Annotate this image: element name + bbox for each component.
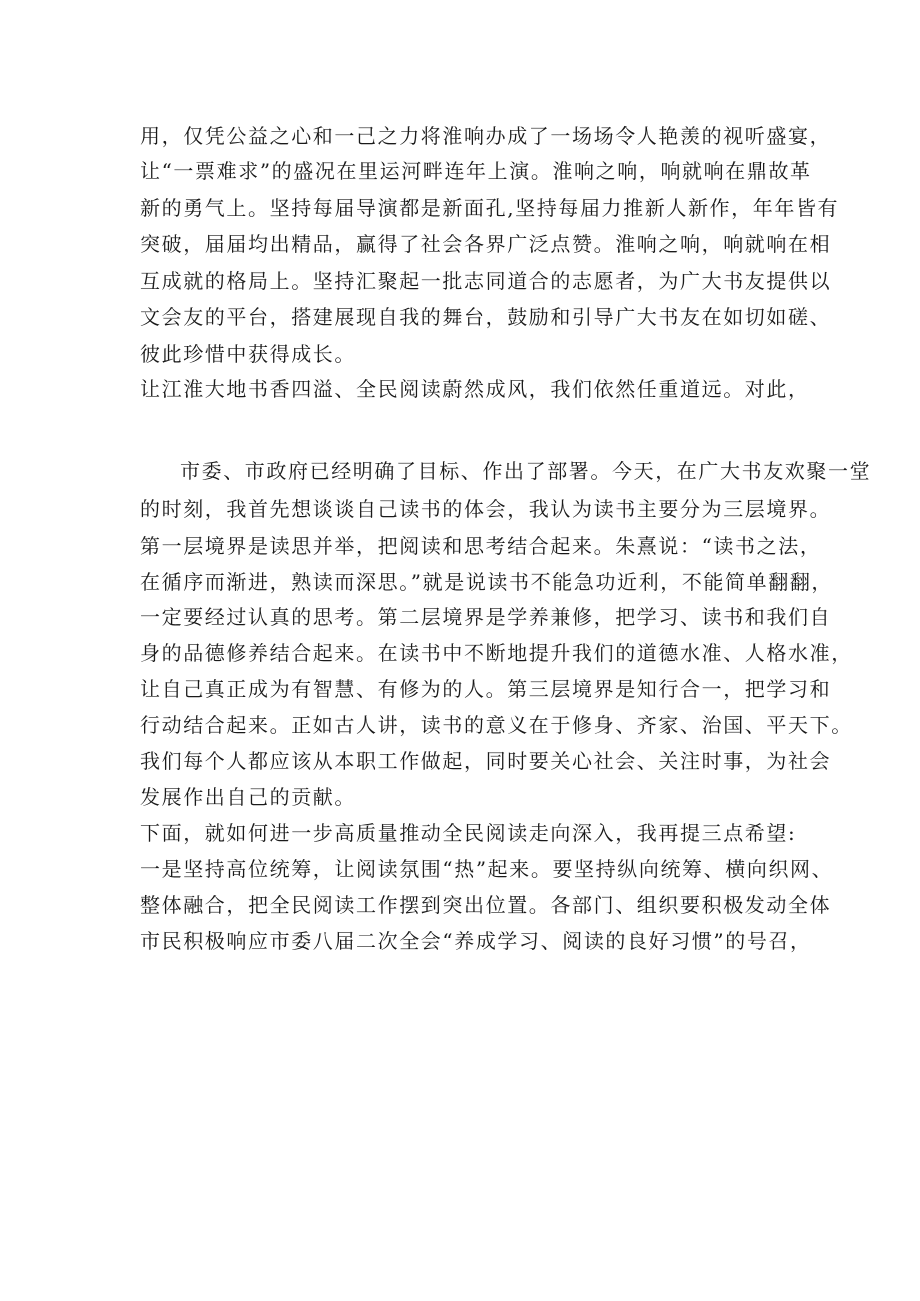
text-line-2: 让“一票难求”的盛况在里运河畔连年上演。淮响之响，响就响在鼎故革 [140,159,812,183]
text-line-12: 在循序而渐进，熟读而深思。”就是说读书不能急功近利，不能简单翻翻， [140,570,834,594]
text-line-16: 行动结合起来。正如古人讲，读书的意义在于修身、齐家、治国、平天下。 [140,713,853,737]
text-line-8: 让江淮大地书香四溢、全民阅读蔚然成风，我们依然任重道远。对此， [140,377,810,401]
text-line-17: 我们每个人都应该从本职工作做起，同时要关心社会、关注时事，为社会 [140,749,832,773]
text-line-18: 发展作出自己的贡献。 [140,785,356,809]
text-line-9: 市委、市政府已经明确了目标、作出了部署。今天，在广大书友欢聚一堂 [180,459,872,483]
text-line-14: 身的品德修养结合起来。在读书中不断地提升我们的道德水准、人格水准， [140,641,853,665]
text-line-6: 文会友的平台，搭建展现自我的舞台，鼓励和引导广大书友在如切如磋、 [140,305,832,329]
text-line-10: 的时刻，我首先想谈谈自己读书的体会，我认为读书主要分为三层境界。 [140,497,832,521]
text-line-22: 市民积极响应市委八届二次全会“养成学习、阅读的良好习惯”的号召， [140,929,812,953]
text-line-15: 让自己真正成为有智慧、有修为的人。第三层境界是知行合一，把学习和 [140,677,832,701]
text-line-13: 一定要经过认真的思考。第二层境界是学养兼修，把学习、读书和我们自 [140,605,832,629]
text-line-5: 互成就的格局上。坚持汇聚起一批志同道合的志愿者，为广大书友提供以 [140,269,832,293]
text-line-3: 新的勇气上。坚持每届导演都是新面孔,坚持每届力推新人新作，年年皆有 [140,196,840,220]
text-line-20: 一是坚持高位统筹，让阅读氛围“热”起来。要坚持纵向统筹、横向织网、 [140,857,834,881]
text-line-1: 用，仅凭公益之心和一己之力将淮响办成了一场场令人艳羡的视听盛宴， [140,124,832,148]
text-line-21: 整体融合，把全民阅读工作摆到突出位置。各部门、组织要积极发动全体 [140,893,832,917]
text-line-4: 突破，届届均出精品，赢得了社会各界广泛点赞。淮响之响，响就响在相 [140,232,832,256]
text-line-7: 彼此珍惜中获得成长。 [140,342,356,366]
text-line-19: 下面，就如何进一步高质量推动全民阅读走向深入，我再提三点希望: [140,821,797,845]
text-line-11: 第一层境界是读思并举，把阅读和思考结合起来。朱熹说：“读书之法， [140,534,822,558]
